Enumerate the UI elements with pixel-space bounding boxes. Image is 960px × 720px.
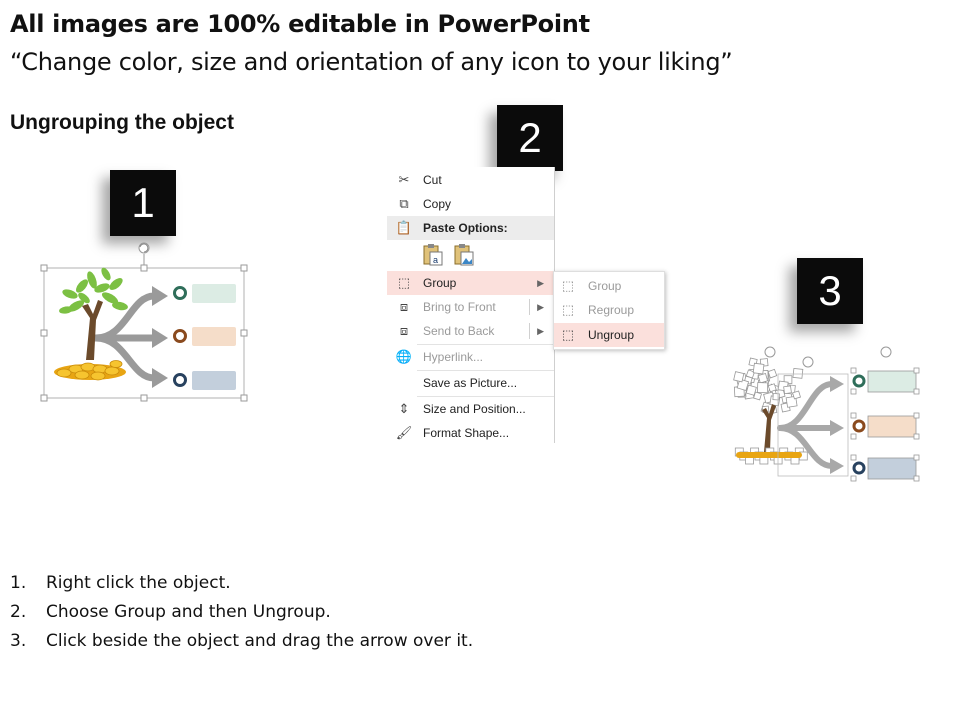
label-box-1 xyxy=(868,371,916,392)
group-submenu xyxy=(553,271,665,350)
grouped-object[interactable] xyxy=(36,238,252,406)
tree-trunk xyxy=(82,300,103,360)
leaf-handle xyxy=(793,368,803,378)
scissors-icon: ✂ xyxy=(398,172,410,187)
ring-icon-1 xyxy=(854,376,864,386)
submenu-item-group[interactable]: ⬚ Group xyxy=(554,274,664,298)
submenu-arrow-icon: ▶ xyxy=(537,301,544,312)
leaf-handle xyxy=(757,383,767,393)
group-icon: ⬚ xyxy=(561,278,575,293)
hyperlink-icon: 🌐 xyxy=(395,349,413,364)
step-badge-2: 2 xyxy=(497,105,563,171)
label-box-2 xyxy=(192,327,236,346)
label-box-3 xyxy=(868,458,916,479)
rotation-handle[interactable] xyxy=(139,243,149,268)
label-box-1 xyxy=(192,284,236,303)
label-box-3 xyxy=(192,371,236,390)
leaf-handle xyxy=(768,369,777,378)
leaf-handle xyxy=(746,385,756,395)
menu-item-copy[interactable]: ⧉ Copy xyxy=(387,192,554,216)
leaf-handle xyxy=(758,373,767,382)
leaf-handle xyxy=(734,372,744,382)
leaf-handle xyxy=(793,391,801,399)
tree-leaves-icon xyxy=(58,266,128,314)
send-back-icon: ⧈ xyxy=(399,323,409,338)
menu-item-group[interactable]: ⬚ Group ▶ xyxy=(387,271,554,295)
paste-picture-icon[interactable] xyxy=(452,243,476,267)
paste-keep-text-icon[interactable] xyxy=(421,243,445,267)
paste-icon: 📋 xyxy=(395,220,413,235)
step-badge-3: 3 xyxy=(797,258,863,324)
instruction-list xyxy=(10,569,473,656)
page-title: All images are 100% editable in PowerPoint xyxy=(10,10,590,38)
svg-text:a: a xyxy=(433,255,439,265)
submenu-item-regroup[interactable]: ⬚ Regroup xyxy=(554,298,664,322)
ring-icon-2 xyxy=(175,331,186,342)
menu-item-paste-options: 📋 Paste Options: xyxy=(387,216,554,240)
ungrouped-object[interactable] xyxy=(728,340,924,484)
menu-item-hyperlink[interactable]: 🌐 Hyperlink... xyxy=(387,345,554,369)
leaf-handle xyxy=(753,363,764,374)
menu-item-cut[interactable]: ✂ Cut xyxy=(387,168,554,192)
section-title: Ungrouping the object xyxy=(10,111,234,134)
ring-icon-3 xyxy=(854,463,864,473)
arrow-heads xyxy=(152,286,168,388)
submenu-arrow-icon: ▶ xyxy=(537,325,544,336)
ring-icon-2 xyxy=(854,421,864,431)
leaf-selection-boxes xyxy=(734,358,803,414)
instruction-step: 3. Click beside the object and drag the arrow over it. xyxy=(10,631,474,651)
context-menu xyxy=(387,167,555,443)
rotation-handles[interactable] xyxy=(765,347,891,367)
size-position-icon: ⇕ xyxy=(398,401,410,416)
instruction-step: 2. Choose Group and then Ungroup. xyxy=(10,602,331,622)
menu-item-size-and-position[interactable]: ⇕ Size and Position... xyxy=(387,397,554,421)
coins-icon xyxy=(54,361,126,381)
menu-item-save-as-picture[interactable]: Save as Picture... xyxy=(423,376,518,390)
format-shape-icon: 🖌 xyxy=(395,425,413,440)
menu-item-send-to-back[interactable]: ⧈ Send to Back ▶ xyxy=(387,319,554,343)
label-box-2 xyxy=(868,416,916,437)
regroup-icon: ⬚ xyxy=(561,302,575,317)
copy-icon: ⧉ xyxy=(399,196,409,211)
page-subtitle: “Change color, size and orientation of any icon to your liking” xyxy=(10,48,733,76)
ungroup-icon: ⬚ xyxy=(561,327,575,342)
instruction-step: 1. Right click the object. xyxy=(10,573,231,593)
submenu-arrow-icon: ▶ xyxy=(537,277,544,288)
step-badge-1: 1 xyxy=(110,170,176,236)
group-icon: ⬚ xyxy=(397,275,411,290)
bring-front-icon: ⧈ xyxy=(399,299,409,314)
leaf-handle xyxy=(773,393,780,400)
menu-item-bring-to-front[interactable]: ⧈ Bring to Front ▶ xyxy=(387,295,554,319)
coins-icon xyxy=(736,452,802,458)
submenu-item-ungroup[interactable]: ⬚ Ungroup xyxy=(554,323,664,347)
ring-icon-3 xyxy=(175,375,186,386)
leaf-handle xyxy=(784,386,792,394)
ring-icon-1 xyxy=(175,288,186,299)
menu-item-format-shape[interactable]: 🖌 Format Shape... xyxy=(387,421,554,445)
arrow-heads xyxy=(830,376,844,474)
